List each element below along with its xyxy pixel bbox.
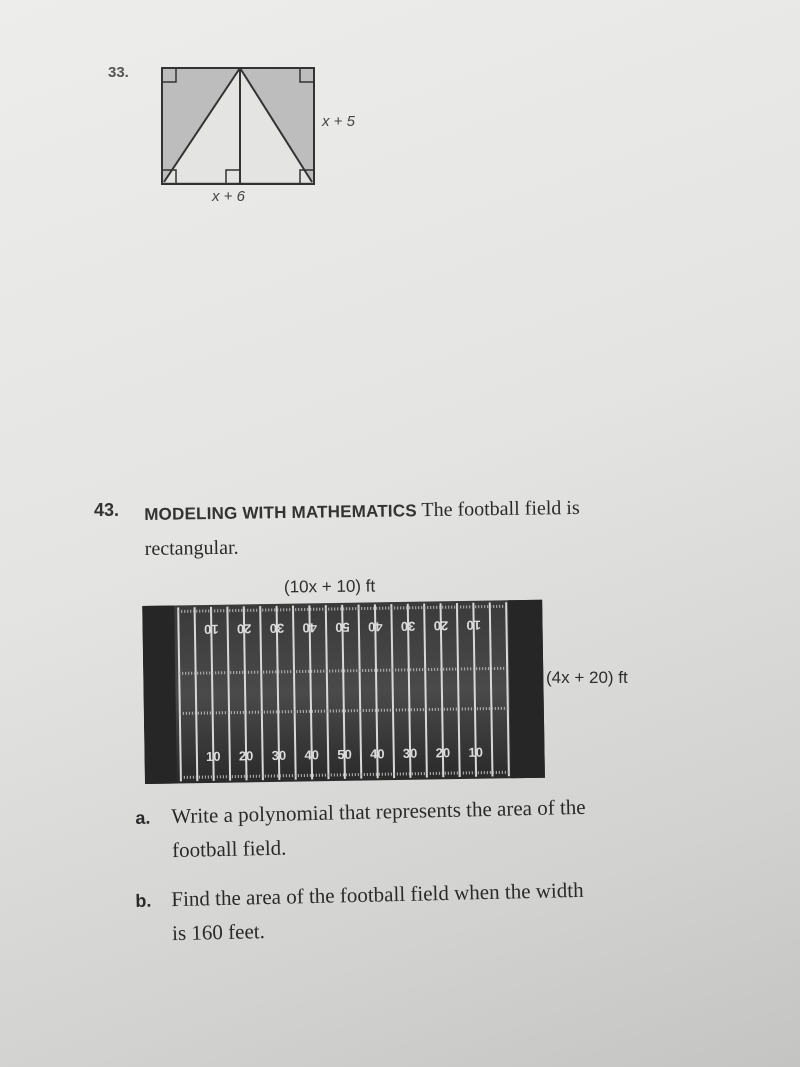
problem-33-number: 33.	[108, 64, 129, 81]
yard-number: 10	[466, 617, 482, 633]
yard-number: 50	[335, 619, 350, 635]
problem-33-figure	[150, 58, 330, 190]
field-width-label: (4x + 20) ft	[546, 668, 628, 687]
problem-33-width-label: x + 6	[212, 188, 245, 205]
problem-33-height-label: x + 5	[322, 113, 355, 130]
left-end-zone	[142, 605, 177, 783]
yard-number: 30	[269, 620, 285, 636]
part-b-marker: b.	[135, 890, 152, 911]
problem-43-number: 43.	[94, 500, 120, 520]
right-end-zone	[508, 600, 545, 779]
problem-43-text-line1: The football field is	[421, 496, 580, 522]
yard-number: 30	[402, 745, 418, 761]
part-a-line1: Write a polynomial that represents the area of the	[171, 794, 586, 829]
yard-number: 40	[304, 747, 320, 763]
yard-number: 50	[337, 746, 352, 762]
yard-number: 20	[433, 618, 449, 634]
problem-43-heading: MODELING WITH MATHEMATICS	[144, 501, 417, 524]
yard-number: 10	[203, 621, 219, 638]
yard-number: 40	[369, 746, 385, 762]
yard-number: 10	[205, 748, 221, 765]
part-b-line2: is 160 feet.	[171, 919, 266, 946]
yard-number: 40	[367, 619, 383, 635]
part-a-marker: a.	[135, 807, 151, 828]
part-b-line1: Find the area of the football field when the width	[171, 877, 584, 912]
yard-number: 10	[468, 744, 484, 760]
problem-43-text-line2: rectangular.	[144, 536, 239, 560]
part-a	[135, 788, 696, 868]
yard-number: 30	[271, 747, 287, 763]
part-a-line2: football field.	[171, 835, 287, 863]
football-field-image	[142, 590, 549, 786]
problem-43-statement	[144, 489, 685, 566]
yard-number: 30	[400, 618, 416, 634]
part-b	[135, 871, 696, 951]
yard-number: 40	[302, 620, 318, 636]
yard-number: 20	[238, 748, 254, 764]
field-length-label: (10x + 10) ft	[283, 576, 376, 597]
yard-number: 20	[236, 621, 252, 637]
yard-number: 20	[435, 745, 451, 761]
